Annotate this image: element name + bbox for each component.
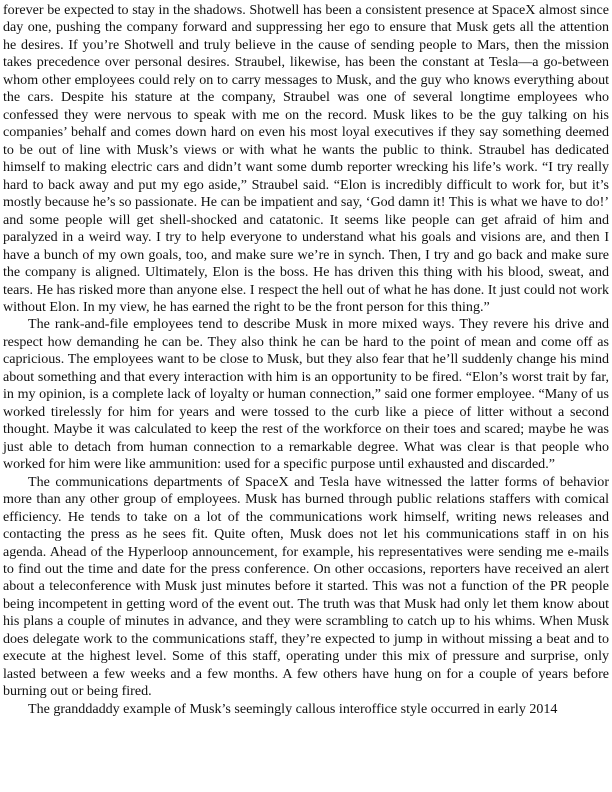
paragraph-2: The rank-and-file employees tend to describe Musk in more mixed ways. They revere his drive and respect how demanding he can be. They also think he can be hard to the point of mean and come off as capricious. The employees want to be close to Musk, but they also fear that he’ll suddenly change his mind about something and that every interaction with him is an opportunity to be fired. “Elon’s worst trait by far, in my opinion, is a complete lack of loyalty or human connection,” said one former employee. “Many of us worked tirelessly for him for years and were tossed to the curb like a piece of litter without a second thought. Maybe it was calculated to keep the rest of the workforce on their toes and scared; maybe he was just able to detach from human connection to a remarkable degree. What was clear is that people who worked for him were like ammunition: used for a specific purpose until exhausted and discarded.” — [3, 316, 609, 473]
paragraph-4: The granddaddy example of Musk’s seemingly callous interoffice style occurred in early 2014 — [28, 700, 558, 717]
book-page — [3, 2, 609, 718]
paragraph-3: The communications departments of SpaceX and Tesla have witnessed the latter forms of behavior more than any other group of employees. Musk has burned through public relations staffers with comical efficiency. He tends to take on a lot of the communications work himself, writing news releases and contacting the press as he sees fit. Quite often, Musk does not let his communications staff in on his agenda. Ahead of the Hyperloop announcement, for example, his representatives were sending me e-mails to find out the time and date for the press conference. On other occasions, reporters have received an alert about a teleconference with Musk just minutes before it started. This was not a function of the PR people being incompetent in getting word of the event out. The truth was that Musk had only let them know about his plans a couple of minutes in advance, and they were scrambling to catch up to his whims. When Musk does delegate work to the communications staff, they’re expected to jump in without missing a beat and to execute at the highest level. Some of this staff, operating under this mix of pressure and surprise, only lasted between a few weeks and a few months. A few others have hung on for a couple of years before burning out or being fired. — [3, 473, 609, 700]
paragraph-1: forever be expected to stay in the shadows. Shotwell has been a consistent presence at SpaceX almost since day one, pushing the company forward and suppressing her ego to ensure that Musk gets all the attention he desires. If you’re Shotwell and truly believe in the cause of sending people to Mars, then the mission takes precedence over personal desires. Straubel, likewise, has been the constant at Tesla—a go-between whom other employees could rely on to carry messages to Musk, and the guy who knows everything about the cars. Despite his stature at the company, Straubel was one of several longtime employees who confessed they were nervous to speak with me on the record. Musk likes to be the guy talking on his companies’ behalf and comes down hard on even his most loyal executives if they say something deemed to be out of line with Musk’s views or with what he wants the public to think. Straubel has dedicated himself to making electric cars and didn’t want some dumb reporter wrecking his life’s work. “I try really hard to back away and put my ego aside,” Straubel said. “Elon is incredibly difficult to work for, but it’s mostly because he’s so passionate. He can be impatient and say, ‘God damn it! This is what we have to do!’ and some people will get shell-shocked and catatonic. It seems like people can get afraid of him and paralyzed in a weird way. I try to help everyone to understand what his goals and visions are, and then I have a bunch of my own goals, too, and make sure we’re in synch. Then, I try and go back and make sure the company is aligned. Ultimately, Elon is the boss. He has driven this thing with his blood, sweat, and tears. He has risked more than anyone else. I respect the hell out of what he has done. It just could not work without Elon. In my view, he has earned the right to be the front person for this thing.” — [3, 2, 609, 315]
